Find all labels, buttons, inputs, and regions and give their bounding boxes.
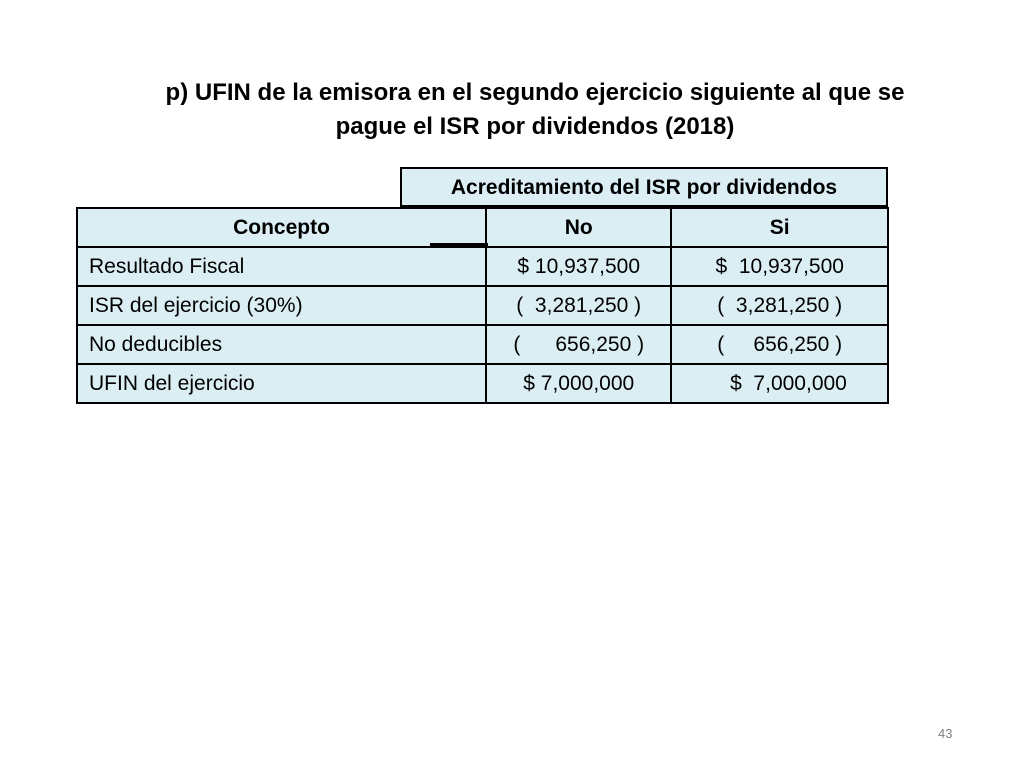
- row-concepto: Resultado Fiscal: [77, 247, 486, 286]
- page-number: 43: [938, 726, 953, 741]
- table-row: [77, 247, 888, 286]
- group-header-acreditamiento: Acreditamiento del ISR por dividendos: [400, 167, 888, 207]
- table-header-row: [77, 208, 888, 247]
- table-row: [77, 364, 888, 403]
- row-value-si: $ 10,937,500: [671, 247, 888, 286]
- row-value-si: ( 3,281,250 ): [671, 286, 888, 325]
- ufin-table: [76, 207, 889, 404]
- row-concepto: ISR del ejercicio (30%): [77, 286, 486, 325]
- row-concepto: No deducibles: [77, 325, 486, 364]
- row-value-si: $ 7,000,000: [671, 364, 888, 403]
- row-value-no: ( 656,250 ): [486, 325, 671, 364]
- row-concepto: UFIN del ejercicio: [77, 364, 486, 403]
- header-divider: [430, 243, 488, 247]
- row-value-no: $ 10,937,500: [486, 247, 671, 286]
- table-row: [77, 325, 888, 364]
- column-header-concepto: Concepto: [77, 208, 486, 247]
- column-header-no: No: [486, 208, 671, 247]
- slide-title-line-1: p) UFIN de la emisora en el segundo ejercicio siguiente al que se: [165, 79, 905, 106]
- column-header-si: Si: [671, 208, 888, 247]
- row-value-si: ( 656,250 ): [671, 325, 888, 364]
- table-row: [77, 286, 888, 325]
- slide-title-line-2: pague el ISR por dividendos (2018): [335, 113, 735, 140]
- slide-title: [60, 76, 1010, 144]
- row-value-no: $ 7,000,000: [486, 364, 671, 403]
- row-value-no: ( 3,281,250 ): [486, 286, 671, 325]
